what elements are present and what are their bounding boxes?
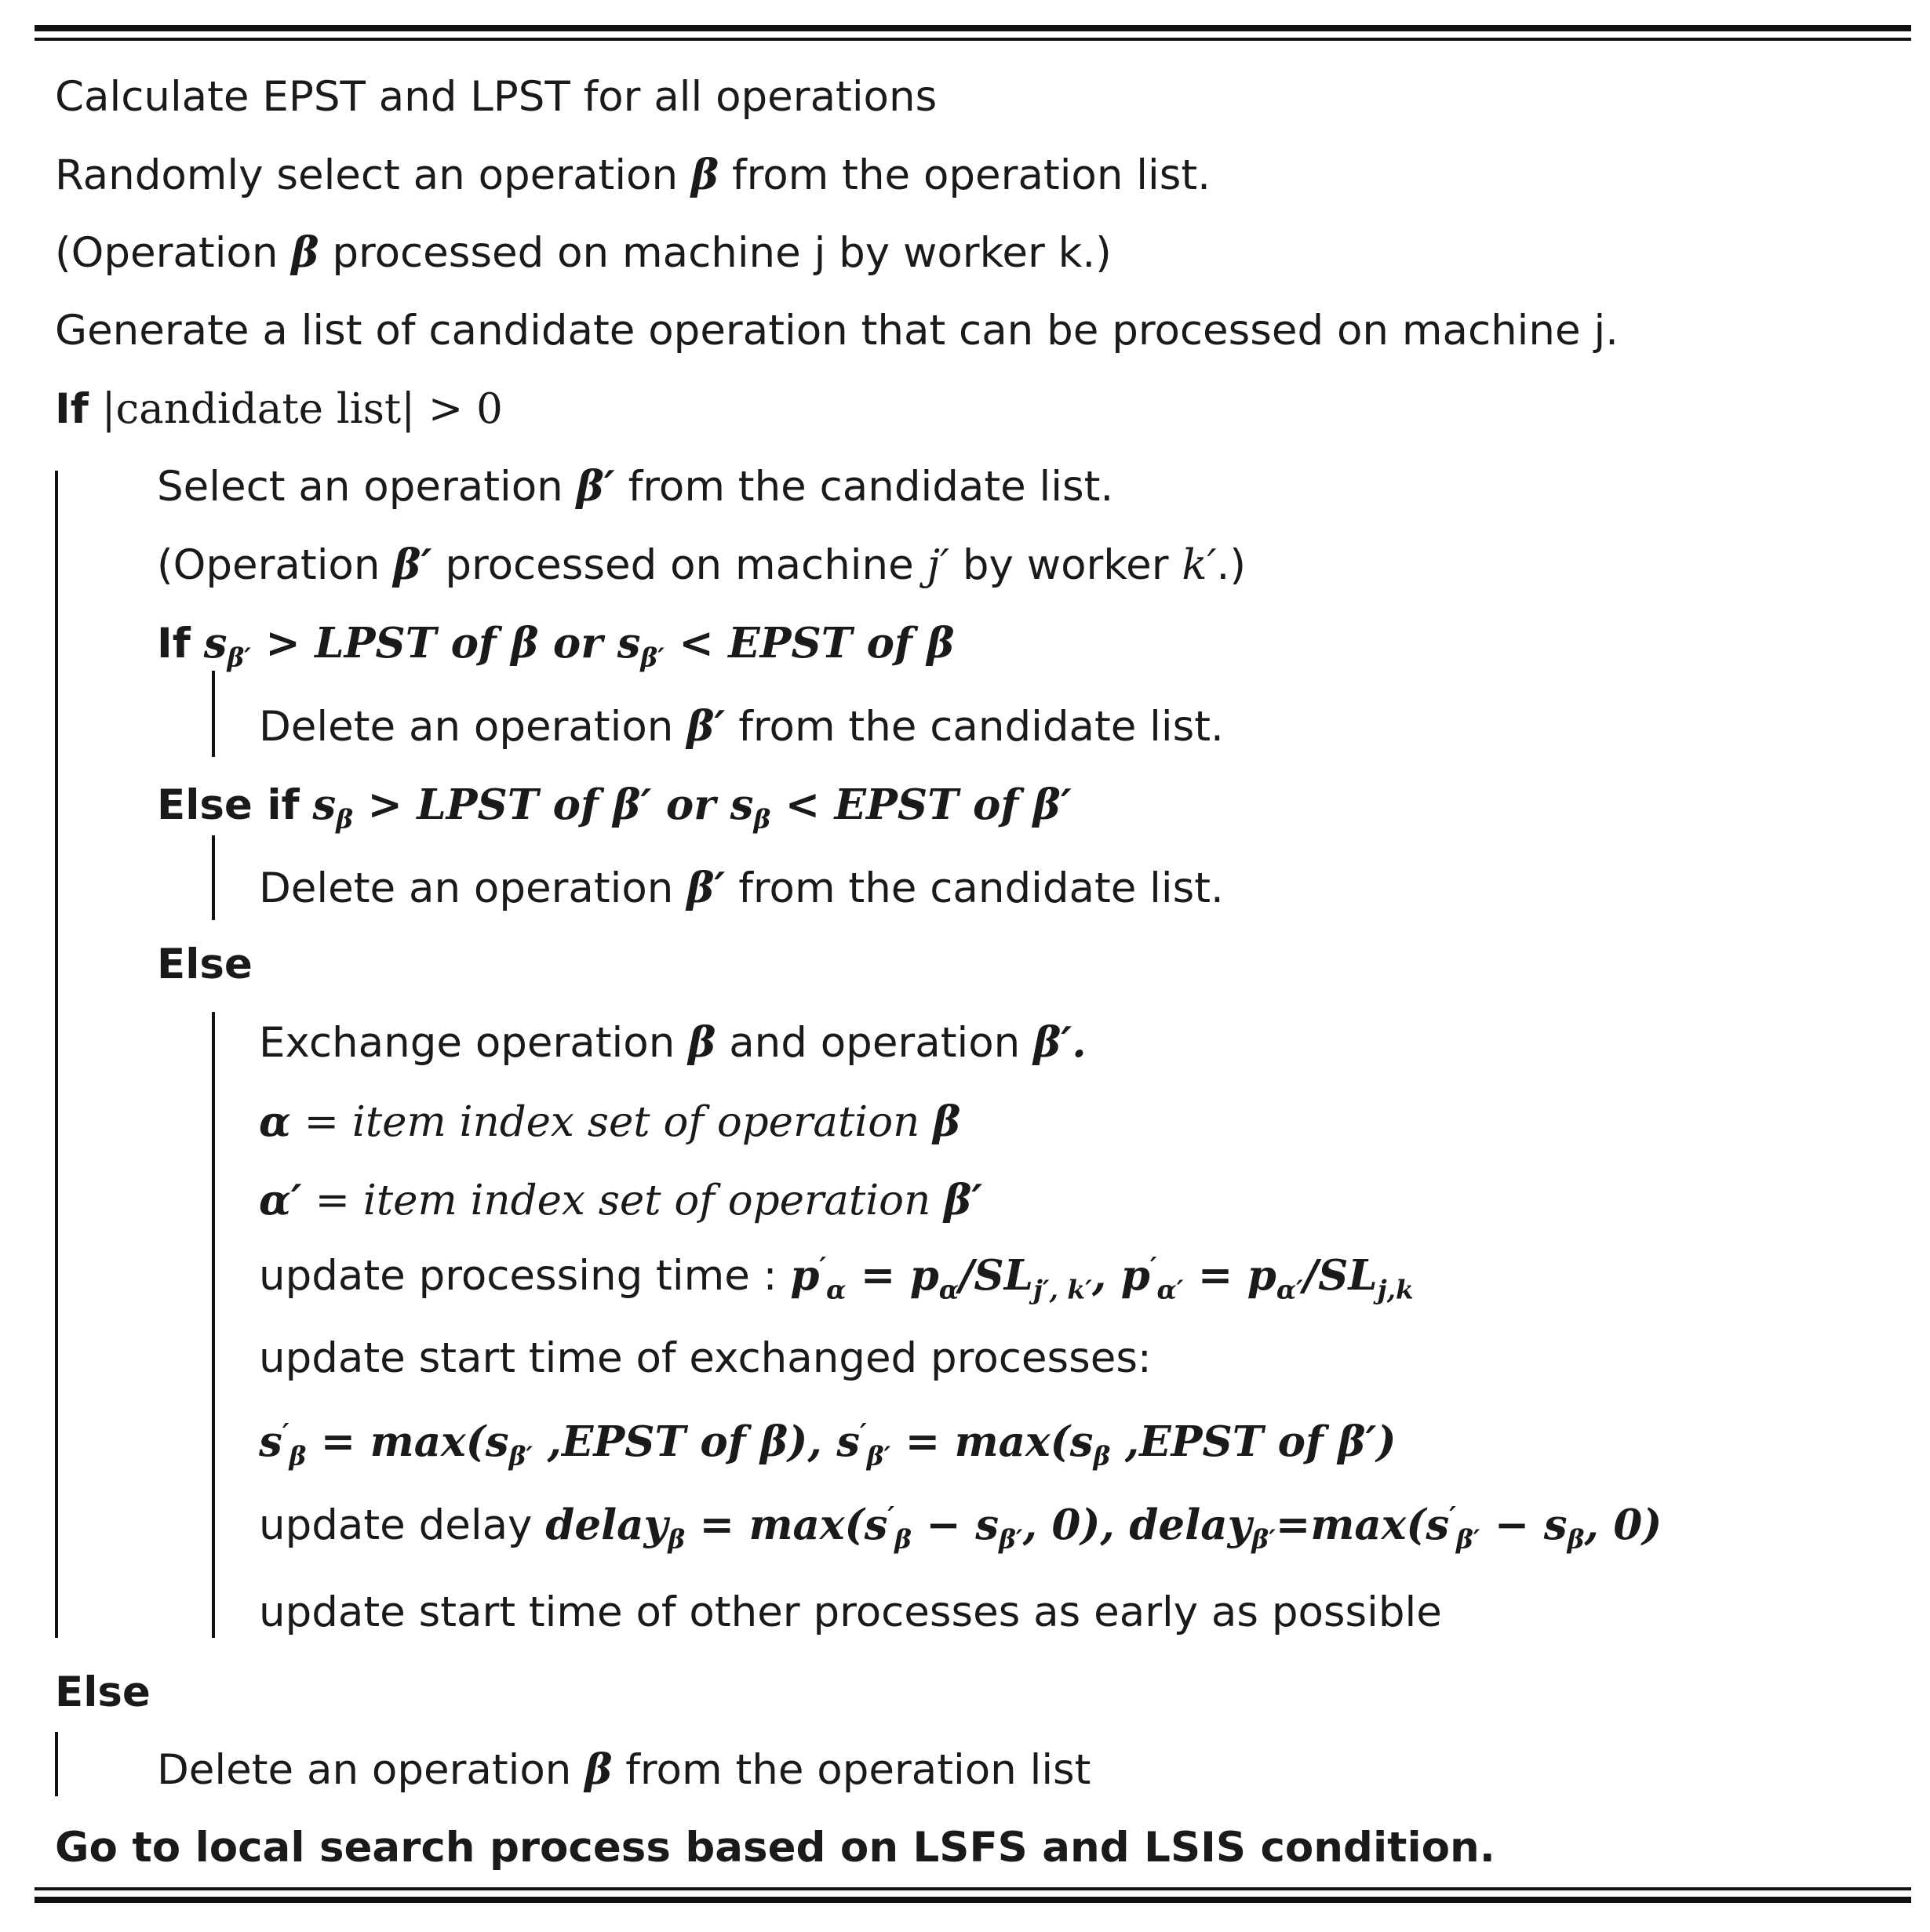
text: (Operation <box>157 541 394 589</box>
text: EPST of <box>562 1417 746 1466</box>
formula-delay: delay$_\beta$ = $\max(s'_\beta - s_{\beta'}$, 0), $delay_{\beta'}=\max(s'_{\beta'} - s_\beta$, 0) <box>545 1500 1662 1555</box>
text: from the candidate list. <box>614 463 1114 511</box>
text: (Operation <box>55 229 292 277</box>
formula-condition-2: $s_\beta$ > LPST of β′ or $s_\beta$ < EPST of β′ <box>312 780 1072 835</box>
text: from the operation list. <box>719 151 1211 199</box>
else-outer-bar <box>55 1732 58 1796</box>
line-go-to-local-search <box>55 1823 1495 1873</box>
k-prime: k′ <box>1067 1274 1092 1305</box>
text: Delete an operation <box>259 703 687 751</box>
text: Select an operation <box>157 463 577 511</box>
beta-symbol: β <box>688 1018 716 1067</box>
line-alpha-prime-def: α′ = item index set of operation β′ <box>259 1176 983 1224</box>
line-else-if-window-check <box>157 780 1072 835</box>
text: EPST of <box>1139 1417 1324 1466</box>
text: Randomly select an operation <box>55 151 691 199</box>
line-alpha-def: α = item index set of operation β <box>259 1097 961 1146</box>
beta-prime-symbol: β′ <box>1338 1417 1377 1466</box>
elseif-block-bar <box>212 835 215 920</box>
subscript: β <box>289 1440 307 1472</box>
line-update-delay <box>259 1500 1662 1555</box>
subscript: β <box>1093 1440 1111 1472</box>
subscript: β′ <box>999 1523 1023 1555</box>
text: EPST of <box>834 780 1019 829</box>
beta-prime-symbol: β′ <box>613 780 652 829</box>
text: Exchange operation <box>259 1019 689 1067</box>
line-exchange <box>259 1017 1087 1068</box>
line-delete-operation <box>157 1745 1091 1796</box>
if-keyword: If <box>157 620 191 668</box>
text: update processing time : <box>259 1252 791 1300</box>
bottom-rule-thick <box>35 1897 1911 1903</box>
line-if-window-check <box>157 618 955 673</box>
text: Go to local search process based on LSFS and LSIS condition. <box>55 1824 1495 1872</box>
line-delete-candidate-1 <box>259 701 1224 752</box>
line-generate-list <box>55 306 1619 356</box>
subscript: β <box>336 803 354 835</box>
subscript: β <box>753 803 771 835</box>
text: update start time of other processes as early as possible <box>259 1588 1442 1636</box>
text: Generate a list of candidate operation that can be processed on machine j. <box>55 307 1619 355</box>
else-if-keyword: Else if <box>157 781 300 829</box>
line-update-start <box>259 1333 1152 1384</box>
else-keyword: Else <box>157 941 253 988</box>
beta-symbol: β <box>511 619 539 668</box>
formula-processing-time: $p'_\alpha = p_\alpha/SL_{j', k'}$, $p'_{\alpha'} = p_{\alpha'}/SL_{j,k}$ <box>790 1250 1414 1305</box>
max-function: max <box>1310 1501 1407 1549</box>
text: processed on machine <box>432 541 927 589</box>
text: from the candidate list. <box>725 703 1224 751</box>
k-prime-symbol: k′ <box>1182 541 1217 589</box>
text: or <box>665 780 716 829</box>
formula-condition-1: $s_{\beta'}$ > LPST of β or $s_{\beta'}$ < EPST of β <box>203 619 955 673</box>
text: processed on machine j by worker k.) <box>319 229 1112 277</box>
beta-symbol: β <box>933 1097 961 1146</box>
beta-symbol: β <box>690 151 719 199</box>
subscript: β′ <box>866 1440 891 1472</box>
subscript: β′ <box>227 642 251 673</box>
beta-prime-symbol: β′ <box>393 540 432 589</box>
delay-word: delay <box>545 1501 668 1549</box>
text: item index set of operation <box>351 1098 920 1146</box>
subscript: β′ <box>1455 1523 1480 1555</box>
beta-prime-symbol: β′ <box>944 1176 983 1224</box>
if-keyword: If <box>55 385 89 433</box>
max-function: max <box>370 1417 466 1466</box>
beta-symbol: β <box>760 1417 788 1466</box>
subscript: β′ <box>640 642 665 673</box>
subscript: α <box>826 1274 847 1305</box>
text: .) <box>1216 541 1247 589</box>
subscript: β <box>1567 1523 1585 1555</box>
step-calculate: Calculate EPST and LPST for all operations <box>55 73 938 121</box>
text: update start time of exchanged processes: <box>259 1334 1152 1382</box>
subscript: α <box>938 1274 960 1305</box>
beta-symbol: β <box>291 228 319 277</box>
line-operation-beta-prime <box>157 540 1246 591</box>
line-update-others <box>259 1588 1442 1638</box>
j-prime: j′ <box>1032 1274 1050 1305</box>
else-block-bar <box>212 1012 215 1638</box>
beta-prime-symbol: β′ <box>1033 1018 1072 1067</box>
subscript: j′, k′ <box>1032 1274 1092 1305</box>
beta-symbol: β <box>584 1745 613 1794</box>
subscript: β′ <box>1251 1523 1276 1555</box>
subscript: j,k <box>1377 1274 1414 1305</box>
subscript: β′ <box>508 1440 533 1472</box>
delay-word: delay <box>1129 1501 1252 1549</box>
line-else-outer <box>55 1668 151 1718</box>
line-operation-beta <box>55 227 1112 278</box>
text: item index set of operation <box>362 1177 931 1224</box>
text: or <box>552 619 603 668</box>
alpha-prime-symbol: α′ <box>259 1176 302 1224</box>
line-if-candidate <box>55 384 503 435</box>
line-else <box>157 940 253 990</box>
if-condition: |candidate list| > 0 <box>101 385 503 433</box>
beta-prime-symbol: β′ <box>576 462 615 511</box>
subscript: β <box>894 1523 912 1555</box>
subscript: β <box>668 1523 686 1555</box>
text: Delete an operation <box>259 864 687 912</box>
text: by worker <box>949 541 1182 589</box>
line-random-select <box>55 150 1211 201</box>
top-rule-thick <box>35 25 1911 31</box>
beta-prime-symbol: β′ <box>686 702 726 751</box>
text: from the operation list <box>612 1746 1091 1794</box>
max-function: max <box>954 1417 1051 1466</box>
subscript: α′ <box>1276 1274 1303 1305</box>
if-block-bar <box>55 471 58 1638</box>
line-update-processing <box>259 1250 1414 1305</box>
j-prime-symbol: j′ <box>927 541 950 589</box>
subscript: α′ <box>1156 1274 1184 1305</box>
if2-block-bar <box>212 671 215 757</box>
text: and operation <box>716 1019 1034 1067</box>
alpha-symbol: α <box>259 1097 291 1146</box>
line-calculate-epst <box>55 72 937 122</box>
beta-prime-symbol: β′ <box>1032 780 1072 829</box>
text: . <box>1072 1018 1087 1067</box>
line-select-candidate <box>157 461 1113 512</box>
line-start-time-formula: $s'_\beta = \max(s_{\beta'}$ ,EPST of β), $s'_{\beta'} = \max(s_\beta$ ,EPST of β′) <box>259 1417 1397 1472</box>
top-rule-thin <box>35 38 1911 41</box>
text: EPST of <box>728 619 912 668</box>
beta-symbol: β <box>927 619 955 668</box>
line-delete-candidate-2 <box>259 863 1224 914</box>
text: from the candidate list. <box>725 864 1224 912</box>
else-keyword: Else <box>55 1668 151 1716</box>
text: LPST of <box>315 619 497 668</box>
text: LPST of <box>417 780 599 829</box>
bottom-rule-thin <box>35 1887 1911 1890</box>
max-function: max <box>748 1501 845 1549</box>
text: Delete an operation <box>157 1746 585 1794</box>
text: update delay <box>259 1501 546 1549</box>
beta-prime-symbol: β′ <box>686 864 726 912</box>
